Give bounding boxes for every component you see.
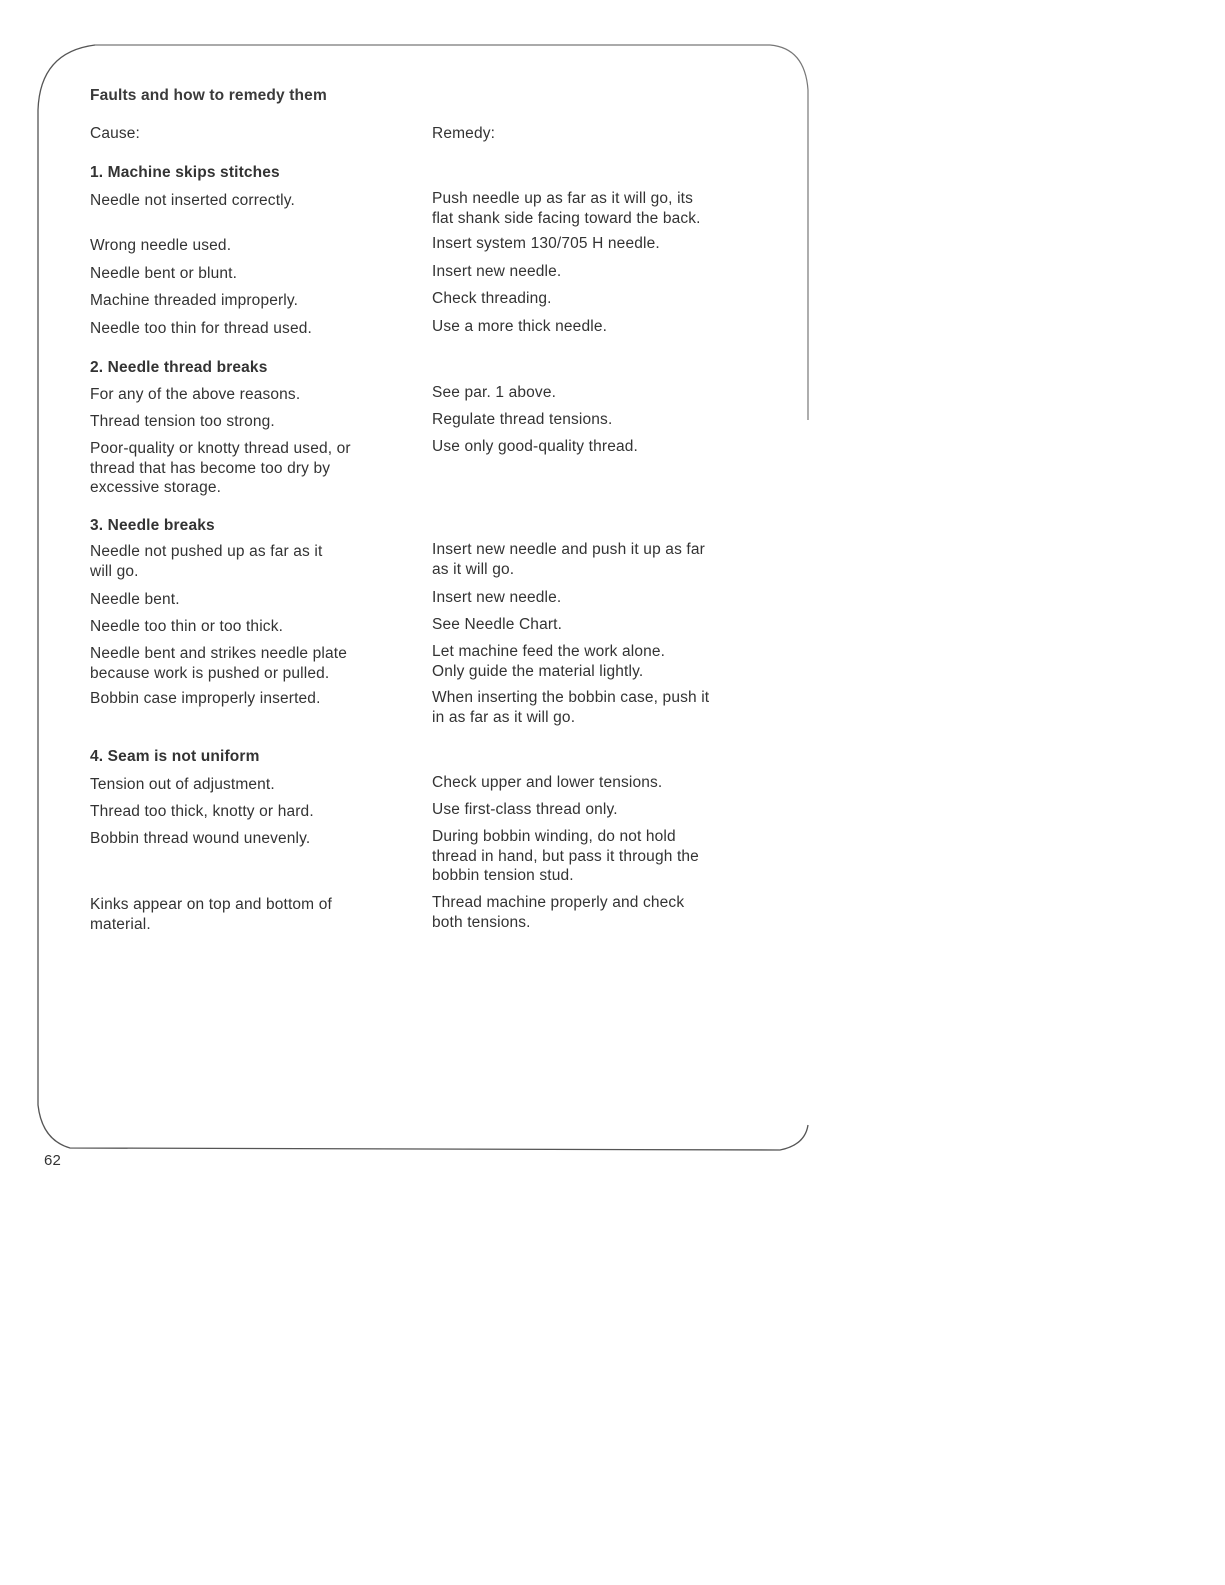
cause-text: Needle not pushed up as far as it will go. [90, 543, 323, 580]
section-heading: 1. Machine skips stitches [90, 164, 280, 181]
page-number: 62 [44, 1152, 61, 1169]
remedy-text: Insert new needle and push it up as far as it will go. [432, 541, 705, 578]
cause-text: Machine threaded improperly. [90, 292, 299, 309]
remedy-text: Insert system 130/705 H needle. [432, 235, 660, 252]
remedy-text: See Needle Chart. [432, 616, 563, 633]
cause-text: Needle too thin for thread used. [90, 320, 312, 337]
remedy-text: Let machine feed the work alone. Only guide the material lightly. [432, 643, 666, 680]
remedy-text: Check threading. [432, 290, 552, 307]
remedy-text: Use only good-quality thread. [432, 438, 638, 455]
cause-column-header: Cause: [90, 125, 141, 142]
remedy-text: Insert new needle. [432, 263, 562, 280]
remedy-text: Use first-class thread only. [432, 801, 618, 818]
remedy-text: See par. 1 above. [432, 384, 557, 401]
cause-text: Bobbin case improperly inserted. [90, 690, 321, 707]
section-heading: 4. Seam is not uniform [90, 748, 260, 765]
remedy-text: During bobbin winding, do not hold thread in hand, but pass it through the bobbin tension stud. [432, 828, 699, 884]
section-heading: 2. Needle thread breaks [90, 359, 268, 376]
cause-text: For any of the above reasons. [90, 386, 301, 403]
remedy-text: Insert new needle. [432, 589, 562, 606]
remedy-text: Check upper and lower tensions. [432, 774, 663, 791]
remedy-text: Push needle up as far as it will go, its flat shank side facing toward the back. [432, 190, 701, 227]
page-title: Faults and how to remedy them [90, 87, 327, 104]
remedy-text: Regulate thread tensions. [432, 411, 613, 428]
cause-text: Needle not inserted correctly. [90, 192, 295, 209]
cause-text: Tension out of adjustment. [90, 776, 275, 793]
remedy-text: Use a more thick needle. [432, 318, 608, 335]
cause-text: Needle bent. [90, 591, 180, 608]
cause-text: Bobbin thread wound unevenly. [90, 830, 311, 847]
cause-text: Thread tension too strong. [90, 413, 275, 430]
cause-text: Kinks appear on top and bottom of material. [90, 896, 332, 933]
cause-text: Wrong needle used. [90, 237, 232, 254]
remedy-text: When inserting the bobbin case, push it in as far as it will go. [432, 689, 710, 726]
cause-text: Needle bent and strikes needle plate because work is pushed or pulled. [90, 645, 348, 682]
section-heading: 3. Needle breaks [90, 517, 215, 534]
cause-text: Thread too thick, knotty or hard. [90, 803, 314, 820]
remedy-text: Thread machine properly and check both tensions. [432, 894, 685, 931]
cause-text: Needle bent or blunt. [90, 265, 238, 282]
cause-text: Needle too thin or too thick. [90, 618, 284, 635]
remedy-column-header: Remedy: [432, 125, 496, 142]
cause-text: Poor-quality or knotty thread used, or thread that has become too dry by excessive storage. [90, 440, 351, 496]
